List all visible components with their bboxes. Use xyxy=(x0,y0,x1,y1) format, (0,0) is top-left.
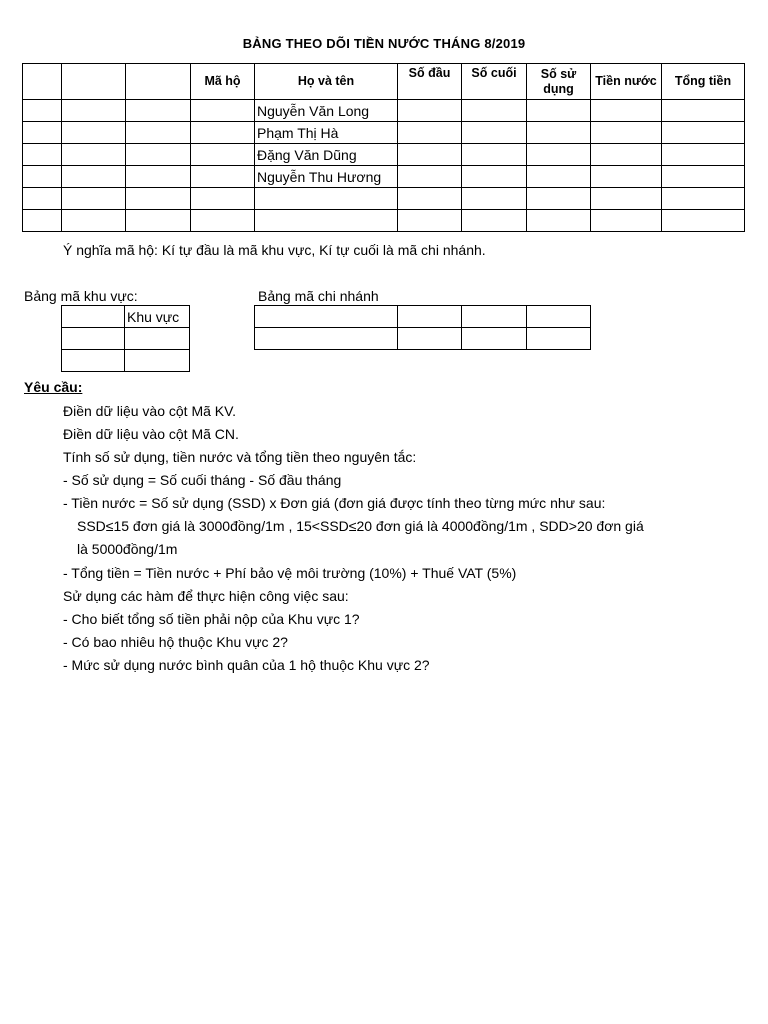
table-cell[interactable] xyxy=(591,210,662,232)
requirement-line: SSD≤15 đơn giá là 3000đồng/1m , 15<SSD≤20 đơn giá là 4000đồng/1m , SDD>20 đơn giá xyxy=(77,518,644,534)
household-code-note: Ý nghĩa mã hộ: Kí tự đầu là mã khu vực, Kí tự cuối là mã chi nhánh. xyxy=(63,242,486,258)
table-cell[interactable] xyxy=(126,144,191,166)
header-ho-ten: Họ và tên xyxy=(255,64,398,100)
table-cell[interactable] xyxy=(125,328,190,350)
table-cell[interactable] xyxy=(191,100,255,122)
table-cell[interactable] xyxy=(591,122,662,144)
header-so-su-dung: Số sử dụng xyxy=(527,64,591,100)
table-cell[interactable] xyxy=(62,166,126,188)
table-cell[interactable] xyxy=(62,350,125,372)
table-row xyxy=(255,306,591,328)
table-cell[interactable] xyxy=(662,210,745,232)
table-cell[interactable] xyxy=(191,166,255,188)
area-header-cell[interactable]: Khu vực xyxy=(125,306,190,328)
requirement-line: Điền dữ liệu vào cột Mã CN. xyxy=(63,426,239,442)
area-code-table xyxy=(61,305,190,372)
table-cell[interactable] xyxy=(527,100,591,122)
header-tien-nuoc: Tiền nước xyxy=(591,64,662,100)
water-bill-table xyxy=(22,63,745,232)
table-cell[interactable] xyxy=(23,144,62,166)
table-cell[interactable] xyxy=(527,166,591,188)
area-table-caption: Bảng mã khu vực: xyxy=(24,288,138,304)
header-so-cuoi: Số cuối xyxy=(462,64,527,100)
table-cell[interactable] xyxy=(462,306,527,328)
table-cell[interactable] xyxy=(62,144,126,166)
table-cell[interactable] xyxy=(462,122,527,144)
table-cell[interactable] xyxy=(462,188,527,210)
table-cell[interactable] xyxy=(255,306,398,328)
table-cell[interactable] xyxy=(23,188,62,210)
table-cell[interactable] xyxy=(527,144,591,166)
table-cell[interactable] xyxy=(23,166,62,188)
table-cell[interactable] xyxy=(398,122,462,144)
requirement-line: Điền dữ liệu vào cột Mã KV. xyxy=(63,403,237,419)
table-cell[interactable] xyxy=(23,122,62,144)
requirement-line: Sử dụng các hàm để thực hiện công việc sau: xyxy=(63,588,349,604)
table-cell[interactable] xyxy=(125,350,190,372)
name-cell[interactable]: Nguyễn Văn Long xyxy=(255,100,398,122)
table-cell[interactable] xyxy=(398,166,462,188)
table-cell[interactable] xyxy=(527,122,591,144)
table-cell[interactable] xyxy=(462,144,527,166)
requirement-line: Tính số sử dụng, tiền nước và tổng tiền theo nguyên tắc: xyxy=(63,449,417,465)
table-cell[interactable] xyxy=(62,122,126,144)
document-title: BẢNG THEO DÕI TIỀN NƯỚC THÁNG 8/2019 xyxy=(242,36,526,51)
table-cell[interactable] xyxy=(398,210,462,232)
table-cell[interactable] xyxy=(527,188,591,210)
table-cell[interactable] xyxy=(255,328,398,350)
table-cell[interactable] xyxy=(591,100,662,122)
table-row xyxy=(62,350,190,372)
requirement-line: - Mức sử dụng nước bình quân của 1 hộ thuộc Khu vực 2? xyxy=(63,657,430,673)
table-cell[interactable] xyxy=(62,188,126,210)
table-cell[interactable] xyxy=(662,144,745,166)
table-cell[interactable] xyxy=(62,210,126,232)
table-cell[interactable] xyxy=(126,166,191,188)
header-cell xyxy=(126,64,191,100)
table-cell[interactable] xyxy=(527,328,591,350)
requirement-line: - Tiền nước = Số sử dụng (SSD) x Đơn giá (đơn giá được tính theo từng mức như sau: xyxy=(63,495,606,511)
table-cell[interactable] xyxy=(398,328,462,350)
table-row xyxy=(23,210,745,232)
table-cell[interactable] xyxy=(62,328,125,350)
table-cell[interactable] xyxy=(662,166,745,188)
header-ma-ho: Mã hộ xyxy=(191,64,255,100)
table-cell[interactable] xyxy=(191,188,255,210)
table-cell[interactable] xyxy=(662,100,745,122)
table-cell[interactable] xyxy=(126,122,191,144)
table-cell[interactable] xyxy=(462,328,527,350)
table-cell[interactable] xyxy=(527,210,591,232)
table-cell[interactable] xyxy=(591,144,662,166)
name-cell[interactable] xyxy=(255,210,398,232)
table-cell[interactable] xyxy=(462,210,527,232)
name-cell[interactable] xyxy=(255,188,398,210)
table-cell[interactable] xyxy=(126,188,191,210)
name-cell[interactable]: Nguyễn Thu Hương xyxy=(255,166,398,188)
table-cell[interactable] xyxy=(462,100,527,122)
table-cell[interactable] xyxy=(23,210,62,232)
branch-code-table xyxy=(254,305,591,350)
requirements-heading: Yêu cầu: xyxy=(24,379,83,395)
table-row xyxy=(23,188,745,210)
name-cell[interactable]: Phạm Thị Hà xyxy=(255,122,398,144)
table-cell[interactable] xyxy=(462,166,527,188)
table-row xyxy=(23,144,745,166)
table-row xyxy=(62,306,190,328)
table-cell[interactable] xyxy=(527,306,591,328)
table-cell[interactable] xyxy=(23,100,62,122)
header-tong-tien: Tổng tiền xyxy=(662,64,745,100)
header-cell xyxy=(23,64,62,100)
requirement-line: - Cho biết tổng số tiền phải nộp của Khu vực 1? xyxy=(63,611,360,627)
table-row xyxy=(23,166,745,188)
table-header-row xyxy=(23,64,745,100)
table-cell[interactable] xyxy=(591,188,662,210)
table-row xyxy=(23,122,745,144)
name-cell[interactable]: Đặng Văn Dũng xyxy=(255,144,398,166)
table-cell[interactable] xyxy=(398,306,462,328)
table-cell[interactable] xyxy=(191,210,255,232)
table-cell[interactable] xyxy=(398,100,462,122)
requirement-line: là 5000đồng/1m xyxy=(77,541,178,557)
header-cell xyxy=(62,64,126,100)
table-cell[interactable] xyxy=(662,188,745,210)
requirement-line: - Tổng tiền = Tiền nước + Phí bảo vệ môi trường (10%) + Thuế VAT (5%) xyxy=(63,565,517,581)
table-cell[interactable] xyxy=(398,188,462,210)
table-cell[interactable] xyxy=(126,210,191,232)
header-so-dau: Số đầu xyxy=(398,64,462,100)
table-cell[interactable] xyxy=(591,166,662,188)
requirement-line: - Số sử dụng = Số cuối tháng - Số đầu tháng xyxy=(63,472,342,488)
table-cell[interactable] xyxy=(126,100,191,122)
table-cell[interactable] xyxy=(398,144,462,166)
table-row xyxy=(23,100,745,122)
table-cell[interactable] xyxy=(191,144,255,166)
table-cell[interactable] xyxy=(62,306,125,328)
table-cell[interactable] xyxy=(62,100,126,122)
table-row xyxy=(62,328,190,350)
branch-table-caption: Bảng mã chi nhánh xyxy=(258,288,379,304)
table-cell[interactable] xyxy=(191,122,255,144)
table-cell[interactable] xyxy=(662,122,745,144)
table-row xyxy=(255,328,591,350)
requirement-line: - Có bao nhiêu hộ thuộc Khu vực 2? xyxy=(63,634,288,650)
